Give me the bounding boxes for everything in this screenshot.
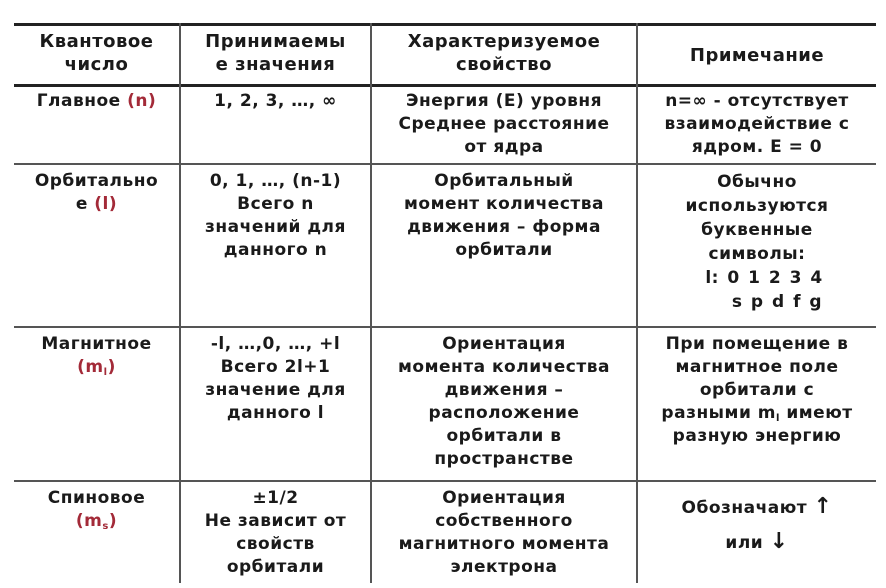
- orbital-letter-codes: l: 0 1 2 3 4: [705, 268, 823, 288]
- principal-note: n=∞ - отсутствует взаимодействие с ядром. Е = 0: [664, 91, 850, 157]
- orbital-name-line2: е: [75, 194, 88, 214]
- header-note: Примечание: [689, 44, 825, 66]
- spin-note: Обозначают ↑ или ↓: [681, 494, 833, 554]
- orbital-property: Орбитальный момент количества движения – форма орбитали: [404, 171, 604, 260]
- orbital-letter-symbols: s p d f g: [731, 292, 823, 312]
- spin-symbol: $(m_s)$: [75, 511, 118, 532]
- principal-name: Главное: [36, 91, 121, 111]
- header-quantum-number: Квантовое число: [39, 31, 154, 75]
- magnetic-name: Магнитное: [41, 334, 152, 354]
- row-divider-3: [14, 480, 876, 482]
- header-bottom-rule: [14, 84, 876, 87]
- orbital-name-cell: [14, 170, 179, 216]
- principal-name-cell: [14, 90, 179, 113]
- header-property: Характеризуемое свойство: [407, 31, 601, 75]
- orbital-note: Обычно используются буквенные символы: l: 0 1 2 3 4 s p d f g: [685, 172, 829, 312]
- row-divider-1: [14, 163, 876, 165]
- orbital-symbol: (l): [94, 194, 118, 214]
- principal-values: 1, 2, 3, …, ∞: [214, 91, 337, 111]
- orbital-name-line1: Орбитально: [34, 171, 159, 191]
- spin-values: ±1/2 Не зависит от свойств орбитали: [204, 488, 347, 577]
- arrow-down-icon: ↓: [769, 529, 789, 554]
- arrow-up-icon: ↑: [813, 494, 833, 519]
- spin-name: Спиновое: [47, 488, 146, 508]
- magnetic-values: -l, …,0, …, +l Всего 2l+1 значение для данного l: [205, 334, 346, 423]
- orbital-values: 0, 1, …, (n-1) Всего n значений для данного n: [205, 171, 346, 260]
- magnetic-symbol: $(m_l)$: [77, 357, 116, 378]
- principal-property: Энергия (Е) уровня Среднее расстояние от ядра: [398, 91, 610, 157]
- spin-name-cell: [14, 487, 179, 533]
- magnetic-note: При помещение в магнитное поле орбитали с разными $m_l$ имеют разную энергию: [661, 334, 853, 446]
- magnetic-name-cell: [14, 333, 179, 379]
- spin-property: Ориентация собственного магнитного момента электрона: [398, 488, 610, 577]
- magnetic-property: Ориентация момента количества движения – расположение орбитали в пространстве: [398, 334, 610, 469]
- principal-symbol: (n): [127, 91, 157, 111]
- header-values: Принимаемы е значения: [205, 31, 346, 75]
- row-divider-2: [14, 326, 876, 328]
